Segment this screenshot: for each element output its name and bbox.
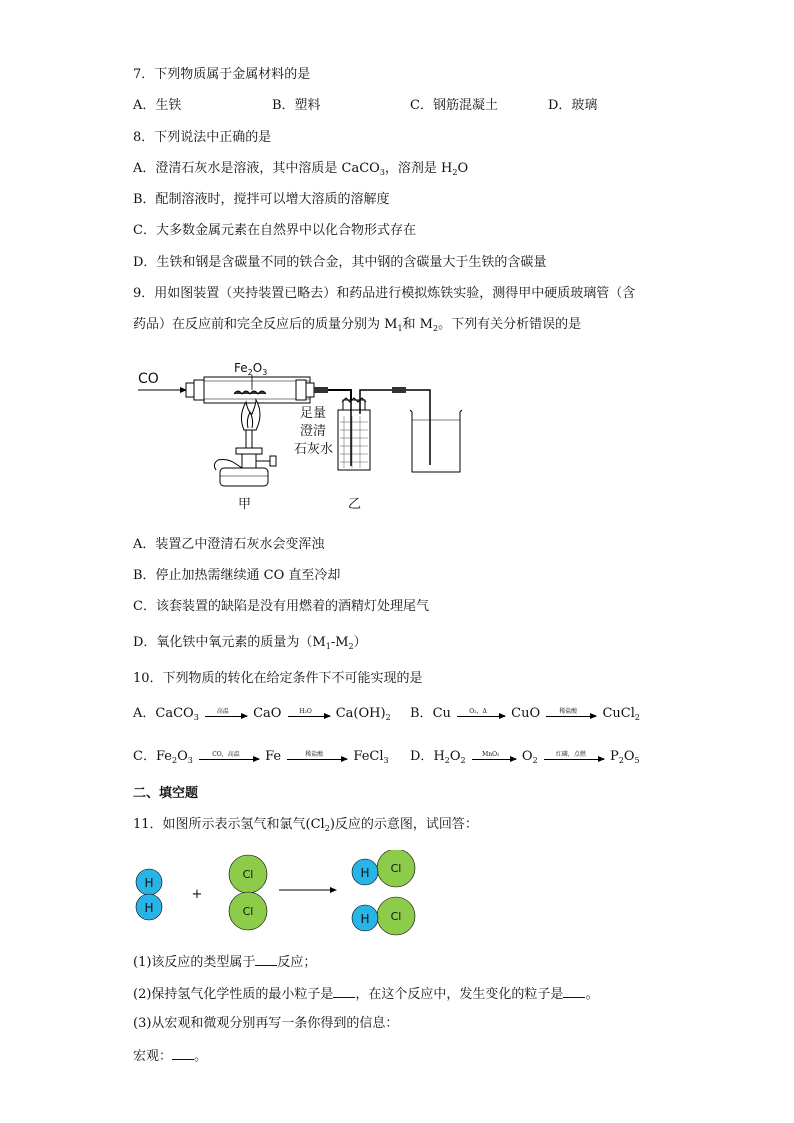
q8-option-a: A．澄清石灰水是溶液，其中溶质是 CaCO$_3$，溶剂是 $H_2O$ [133,161,469,177]
limewater-label-line3: 石灰水 [294,442,334,457]
q7-option-c: C．钢筋混凝土 [410,98,498,113]
answer-blank[interactable] [172,1046,194,1060]
q11-part1: (1)该反应的类型属于 反应； [133,952,316,972]
q9-stem-line1: 9．用如图装置（夹持装置已略去）和药品进行模拟炼铁实验，测得甲中硬质玻璃管（含 [133,286,636,301]
q11-part2: (2)保持氢气化学性质的最小粒子是 ，在这个反应中，发生变化的粒子是 。 [133,984,598,1004]
q7-option-b: B．塑料 [272,98,321,113]
h2-cl2-reaction-diagram [130,850,430,940]
q11-stem: 11．如图所示表示氢气和氯气$(Cl_2)$反应的示意图，试回答： [133,817,478,833]
q7-stem: 7．下列物质属于金属材料的是 [133,67,311,82]
svg-text:Cl: Cl [390,910,402,923]
q8-stem: 8．下列说法中正确的是 [133,130,272,145]
q8-option-c: C．大多数金属元素在自然界中以化合物形式存在 [133,223,416,238]
flame-icon [241,400,260,430]
q10-option-c: C．$Fe_2O_3$ CO，高温 Fe 稀盐酸 FeCl$_3$ [133,749,389,765]
co-label: CO [138,371,159,387]
q8-option-b: B．配制溶液时，搅拌可以增大溶质的溶解度 [133,192,390,207]
q9-option-c: C．该套装置的缺陷是没有用燃着的酒精灯处理尾气 [133,599,429,614]
q10-option-d: D．$H_2O_2$ MnO₂ $O_2$ 红磷，点燃 $P_2O_5$ [410,749,640,765]
limewater-label-line2: 澄清 [300,424,327,439]
q11-macro: 宏观： 。 [133,1046,207,1066]
answer-blank[interactable] [333,984,355,998]
plus-sign: + [191,887,203,902]
svg-text:H: H [144,876,154,890]
svg-text:Cl: Cl [242,868,254,881]
q9-option-a: A．装置乙中澄清石灰水会变浑浊 [133,537,325,552]
q7-option-d: D．玻璃 [548,98,598,113]
q10-option-b: B．Cu O₂，Δ CuO 稀盐酸 CuCl$_2$ [410,706,640,722]
apparatus-jia-label: 甲 [238,497,252,512]
svg-text:Cl: Cl [242,905,254,918]
q11-part3: (3)从宏观和微观分别再写一条你得到的信息： [133,1016,399,1031]
q10-option-a: A．CaCO$_3$ 高温 CaO H₂O $Ca(OH)_2$ [133,706,391,722]
answer-blank[interactable] [563,984,585,998]
svg-text:H: H [360,866,370,880]
q10-stem: 10．下列物质的转化在给定条件下不可能实现的是 [133,671,423,686]
q7-option-a: A．生铁 [133,98,182,113]
iron-smelting-apparatus-diagram [130,350,470,520]
section-title-fill-in-blank: 二、填空题 [133,786,199,801]
svg-text:H: H [360,912,370,926]
q9-option-b: B．停止加热需继续通 CO 直至冷却 [133,568,341,583]
limewater-label-line1: 足量 [300,406,327,421]
q9-option-d: D．氧化铁中氧元素的质量为$(M_1-M_2)$ [133,635,367,651]
svg-text:H: H [144,901,154,915]
q9-stem-line2: 药品）在反应前和完全反应后的质量分别为 $M_1$和 $M_2$。下列有关分析错误的是 [133,317,582,333]
fe2o3-label: $Fe_2O_3$ [234,361,268,377]
answer-blank[interactable] [255,952,277,966]
svg-text:Cl: Cl [390,862,402,875]
q8-option-d: D．生铁和钢是含碳量不同的铁合金，其中钢的含碳量大于生铁的含碳量 [133,255,547,270]
apparatus-yi-label: 乙 [348,497,362,512]
